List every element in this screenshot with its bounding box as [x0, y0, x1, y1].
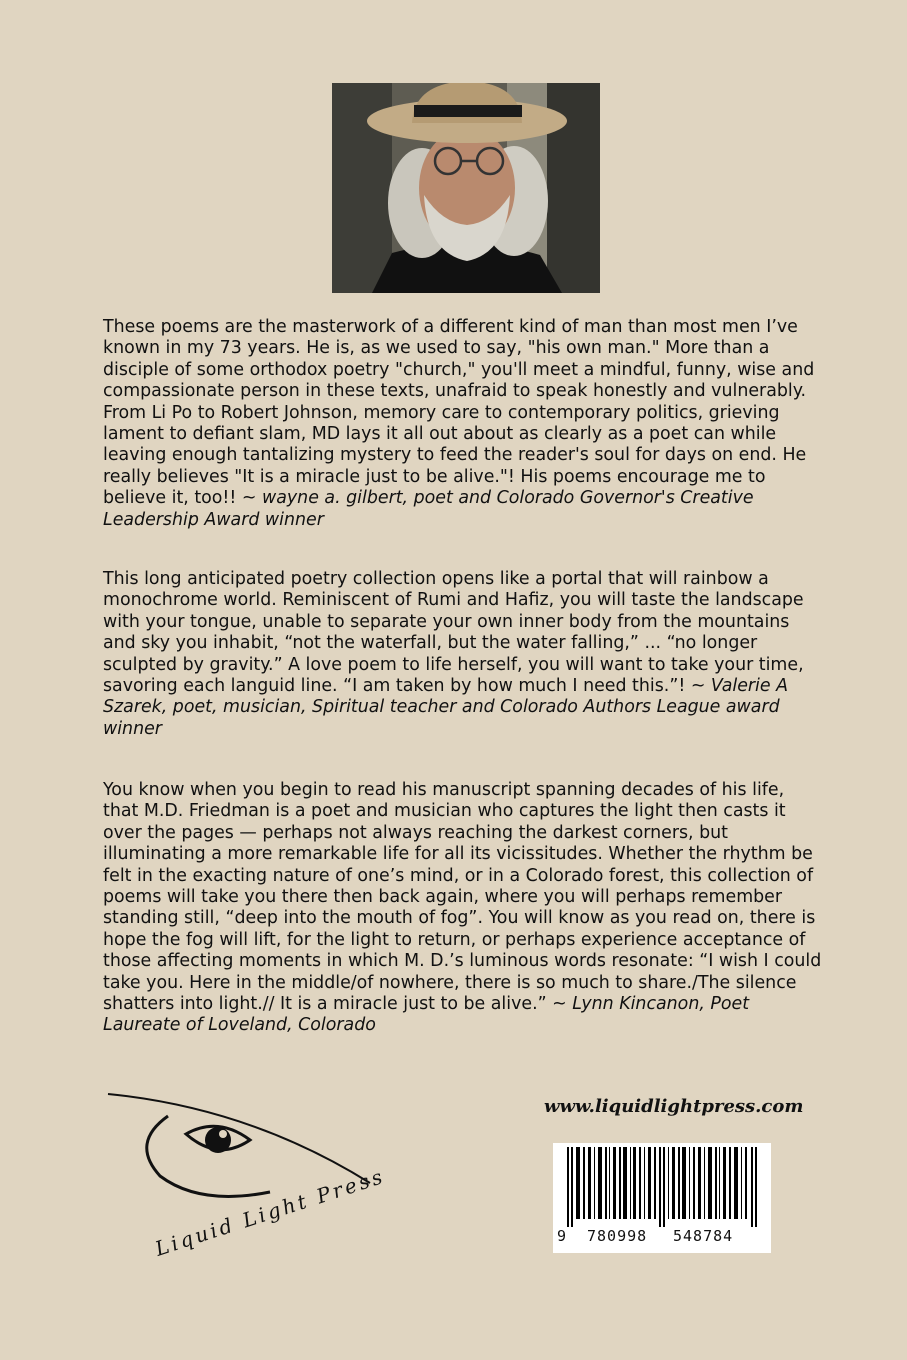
barcode-group-2: 548784 [673, 1227, 734, 1245]
barcode-digits [553, 1227, 771, 1247]
blurb-attribution: ~ Lynn Kincanon, Poet Laureate of Loveland, Colorado [103, 994, 750, 1036]
blurb-text: These poems are the masterwork of a different kind of man than most men I’ve known in my 73 years. He is, as we used to say, "his own man." More than a disciple of some orthodox poetry "church," you'll meet a mindful, funny, wise and compassionate person in these texts, unafraid to speak honestly and vulnerably. From Li Po to Robert Johnson, memory care to contemporary politics, grieving lament to defiant slam, MD lays it all out about as clearly as a poet can while leaving enough tantalizing mystery to feed the reader's soul for days on end. He really believes "It is a miracle just to be alive."! His poems encourage me to believe it, too!! [103, 317, 815, 509]
eye-icon [205, 1127, 231, 1153]
publisher-logo [100, 1088, 390, 1268]
blurb-wayne-gilbert [103, 317, 823, 531]
barcode-prefix: 9 [557, 1227, 568, 1245]
blurb-attribution: ~ Valerie A Szarek, poet, musician, Spiritual teacher and Colorado Authors League award winner [103, 676, 789, 739]
isbn-barcode [553, 1143, 771, 1253]
author-photo [332, 83, 600, 293]
blurb-text: This long anticipated poetry collection opens like a portal that will rainbow a monochrome world. Reminiscent of Rumi and Hafiz, you will taste the landscape with your tongue, unable to separate your own inner body from the mountains and sky you inhabit, “not the waterfall, but the water falling,” ... “no longer sculpted by gravity.” A love poem to life herself, you will want to take your time, savoring each languid line. “I am taken by how much I need this.”! [103, 569, 804, 697]
blurb-lynn-kincanon [103, 780, 823, 1037]
blurb-attribution: ~ wayne a. gilbert, poet and Colorado Governor's Creative Leadership Award winner [103, 488, 754, 530]
publisher-url: www.liquidlightpress.com [544, 1096, 804, 1117]
blurb-valerie-szarek [103, 569, 823, 740]
blurb-text: You know when you begin to read his manuscript spanning decades of his life, that M.D. Friedman is a poet and musician who captures the light then casts it over the pages — perhaps not always reaching the darkest corners, but illuminating a more remarkable life for all its vicissitudes. Whether the rhythm be felt in the exacting nature of one’s mind, or in a Colorado forest, this collection of poems will take you there then back again, where you will perhaps remember standing still, “deep into the mouth of fog”. You will know as you read on, there is hope the fog will lift, for the light to return, or perhaps experience acceptance of those affecting moments in which M. D.’s luminous words resonate: “I wish I could take you. Here in the middle/of nowhere, there is so much to share./The silence shatters into light.// It is a miracle just to be alive.” [103, 780, 822, 1015]
logo-wordmark: Liquid Light Press [152, 1163, 388, 1261]
barcode-group-1: 780998 [587, 1227, 648, 1245]
